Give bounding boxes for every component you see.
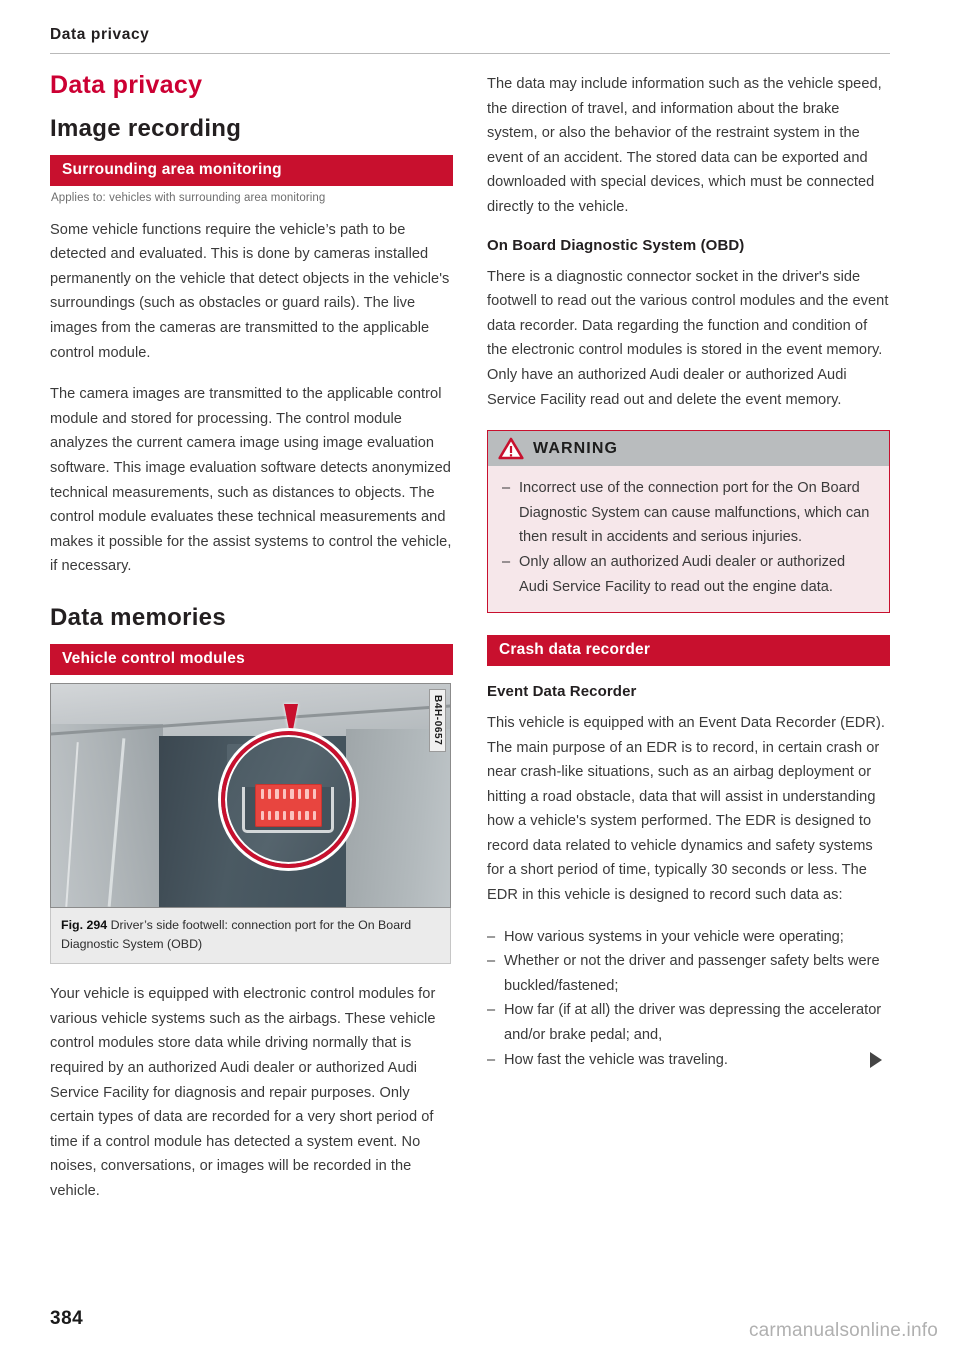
obd-pin: [298, 789, 301, 798]
obd-pin: [283, 789, 286, 798]
obd-pin: [268, 789, 271, 798]
running-head-title: Data privacy: [50, 26, 150, 43]
list-item-text: How far (if at all) the driver was depressing the accelerator and/or brake pedal; and,: [504, 1002, 882, 1044]
figure-image: [50, 683, 451, 908]
obd-pin: [283, 811, 286, 820]
warning-item-text: Only allow an authorized Audi dealer or authorized Audi Service Facility to read out the engine data.: [519, 553, 846, 595]
section-title-image-recording: Image recording: [50, 114, 242, 142]
warning-box: [487, 430, 890, 613]
paragraph-camera-path: Some vehicle functions require the vehicle’s path to be detected and evaluated. This is done by cameras installed permanently on the vehicle that detect objects in the vehicle's surroundings (such as obstacles or guard rails). The live images from the cameras are transmitted to the applicable control module.: [50, 221, 450, 361]
obd-pin: [275, 811, 278, 820]
paragraph-control-modules: Your vehicle is equipped with electronic control modules for various vehicle systems such as the airbags. These vehicle control modules store data while driving normally that is required by an authorized Audi dealer or authorized Audi Service Facility for diagnosis and repair purposes. Only certain types of data are recorded for a very short period of time if a control module has detected a system event. No noises, conversations, or images will be recorded in the vehicle.: [50, 986, 436, 1199]
applies-to-note: Applies to: vehicles with surrounding area monitoring: [51, 191, 326, 204]
figure-code-label: B4H-0657: [429, 689, 446, 751]
obd-pin: [298, 811, 301, 820]
list-item: [487, 998, 890, 1047]
list-item-text: How various systems in your vehicle were operating;: [504, 928, 844, 945]
obd-pin: [275, 789, 278, 798]
dash-bullet-icon: –: [487, 1002, 496, 1019]
callout-magnifier-circle: [221, 731, 357, 868]
paragraph-data-contents: The data may include information such as the vehicle speed, the direction of travel, and information about the brake system, or also the behavior of the restraint system in the event of an accident. The stored data can be exported and downloaded with special devices, which must be connected directly to the vehicle.: [487, 76, 882, 215]
paragraph-diagnostic-socket: There is a diagnostic connector socket in the driver's side footwell to read out the various control modules and the event data recorder. Data regarding the function and condition of the electronic control modules is stored in the event memory. Only have an authorized Audi dealer or authorized Audi Service Facility read out and delete the event memory.: [487, 268, 889, 408]
warning-list-item: [502, 550, 875, 599]
obd-pin: [261, 789, 264, 798]
figure-caption-text: Driver’s side footwell: connection port for the On Board Diagnostic System (OBD): [61, 918, 412, 952]
figure-obd-footwell: [50, 683, 453, 964]
obd-pin: [313, 789, 316, 798]
figure-caption: [50, 908, 451, 964]
red-bar-surrounding-area-monitoring: Surrounding area monitoring: [50, 155, 453, 186]
continuation-arrow-icon: [870, 1052, 882, 1068]
obd-pin: [261, 811, 264, 820]
paragraph-edr-description: This vehicle is equipped with an Event Data Recorder (EDR). The main purpose of an EDR is to record, in certain crash or near crash-like situations, such as an airbag deployment or hitting a road obstacle, data that will assist in understanding how a vehicle's system performed. The EDR is designed to record data related to vehicle dynamics and safety systems for a short period of time, typically 30 seconds or less. The EDR in this vehicle is designed to record such data as:: [487, 714, 885, 904]
site-watermark: carmanualsonline.info: [748, 1320, 938, 1341]
subheading-event-data-recorder: Event Data Recorder: [487, 682, 637, 700]
warning-list: [502, 476, 875, 599]
dash-bullet-icon: –: [487, 928, 496, 945]
obd-pin: [313, 811, 316, 820]
red-bar-crash-data-recorder: Crash data recorder: [487, 635, 890, 666]
warning-triangle-icon: [498, 437, 524, 460]
obd-pin: [290, 811, 293, 820]
list-item-text: Whether or not the driver and passenger safety belts were buckled/fastened;: [504, 953, 880, 994]
page-columns: [50, 72, 890, 1204]
chapter-title: Data privacy: [50, 71, 203, 99]
list-item: [487, 949, 890, 998]
red-bar-vehicle-control-modules: Vehicle control modules: [50, 644, 453, 675]
page-number: 384: [50, 1308, 84, 1329]
obd-pin-row-bottom: [261, 811, 317, 820]
obd-pin-row-top: [261, 789, 317, 798]
obd-pin: [268, 811, 271, 820]
obd-connector-shape: [255, 784, 321, 827]
header-divider: [50, 53, 890, 54]
running-header: [50, 26, 890, 54]
warning-list-item: [502, 476, 875, 550]
dash-bullet-icon: –: [487, 953, 496, 970]
left-column: [50, 72, 453, 1204]
obd-pin: [290, 789, 293, 798]
list-item-text: How fast the vehicle was traveling.: [504, 1051, 728, 1068]
dash-bullet-icon: –: [487, 1051, 496, 1068]
subheading-obd: On Board Diagnostic System (OBD): [487, 236, 745, 254]
paragraph-image-evaluation: The camera images are transmitted to the applicable control module and stored for processing. The control module analyzes the current camera image using image evaluation software. This image evaluation software detects anonymized technical measurements, such as distances to objects. The control module evaluates these technical measurements and makes it possible for the assist systems to control the vehicle, if necessary.: [50, 386, 452, 575]
footwell-right-panel-shape: [346, 729, 451, 908]
warning-item-text: Incorrect use of the connection port for the On Board Diagnostic System can cause malfunctions, which can then result in accidents and serious injuries.: [519, 480, 870, 546]
section-title-data-memories: Data memories: [50, 604, 226, 632]
figure-number: Fig. 294: [61, 918, 108, 933]
edr-data-list: [487, 925, 890, 1073]
obd-pin: [305, 811, 308, 820]
warning-body: [488, 466, 889, 612]
dash-bullet-icon: –: [502, 480, 511, 497]
right-column: [487, 72, 890, 1204]
list-item: [487, 1048, 890, 1073]
obd-pin: [305, 789, 308, 798]
warning-label: WARNING: [533, 439, 619, 457]
dash-bullet-icon: –: [502, 553, 511, 570]
list-item: [487, 925, 890, 950]
warning-header: [488, 431, 889, 466]
